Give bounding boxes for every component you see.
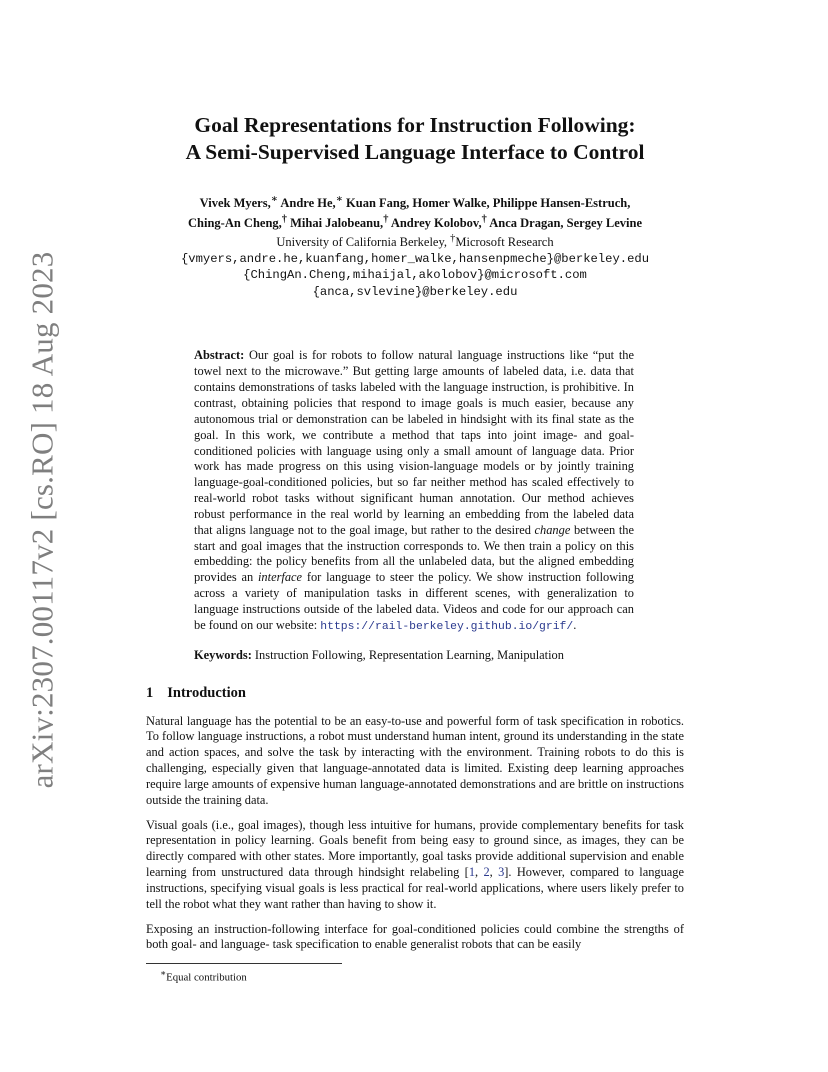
- email-line: {anca,svlevine}@berkeley.edu: [312, 284, 518, 299]
- keywords-label: Keywords:: [194, 647, 252, 662]
- author-names: Anca Dragan, Sergey Levine: [486, 215, 642, 230]
- keywords-list: Instruction Following, Representation Learning, Manipulation: [251, 647, 564, 662]
- author-name: Vivek Myers,: [199, 196, 271, 211]
- project-website-link[interactable]: https://rail-berkeley.github.io/grif/: [320, 620, 574, 633]
- title-line-2: A Semi-Supervised Language Interface to Control: [185, 140, 645, 164]
- body-paragraph: Visual goals (i.e., goal images), though less intuitive for humans, provide complementary benefits for task representation in policy learning. Goals benefit from being easy to ground since, as images, they can be directly compared with other states. More importantly, goal tasks provide additional supervision and enable learning from unstructured data through hindsight relabeling [1, 2, 3]. However, compared to language instructions, specifying visual goals is less practical for real-world applications, where users likely prefer to tell the robot what they want rather than having to show it.: [146, 817, 684, 911]
- emphasis-change: change: [534, 522, 571, 537]
- arxiv-id-text: arXiv:2307.00117v2 [cs.RO] 18 Aug 2023: [24, 251, 60, 789]
- emphasis-interface: interface: [257, 570, 303, 585]
- email-line: {vmyers,andre.he,kuanfang,homer_walke,hansenpmeche}@berkeley.edu: [180, 251, 650, 266]
- affiliation-mark: †: [383, 213, 389, 225]
- citation-link[interactable]: 2: [483, 865, 490, 880]
- affiliation-mark: †: [481, 213, 487, 225]
- footnote-text: Equal contribution: [166, 971, 247, 984]
- abstract-label: Abstract:: [194, 348, 245, 363]
- author-block: [146, 192, 684, 300]
- author-name: Mihai Jalobeanu,: [286, 215, 384, 230]
- title-line-1: Goal Representations for Instruction Following:: [194, 113, 636, 137]
- affiliation-mark: †: [281, 213, 287, 225]
- keywords: [194, 648, 634, 664]
- email-line: {ChingAn.Cheng,mihaijal,akolobov}@microsoft.com: [243, 268, 587, 283]
- section-number: 1: [146, 684, 154, 701]
- paper-title: [146, 112, 684, 166]
- footnote-divider: [146, 963, 342, 964]
- abstract: [194, 348, 634, 663]
- affiliation-microsoft: Microsoft Research: [455, 235, 554, 250]
- paper-page: [146, 112, 684, 962]
- footnote: [160, 966, 247, 985]
- affiliation-berkeley: University of California Berkeley,: [276, 235, 451, 250]
- author-line-1: [146, 192, 684, 212]
- affiliation-mark: †: [450, 233, 456, 245]
- footnote-mark: ∗: [160, 968, 167, 978]
- citation-link[interactable]: 1: [468, 865, 476, 880]
- equal-contribution-mark: ∗: [335, 194, 343, 205]
- citation-link[interactable]: 3: [498, 865, 505, 880]
- arxiv-identifier-stamp: [22, 251, 62, 789]
- affiliations: [146, 231, 684, 251]
- author-names: Kuan Fang, Homer Walke, Philippe Hansen-Estruch,: [342, 196, 631, 211]
- section-title: Introduction: [167, 684, 246, 701]
- abstract-paragraph: Abstract: Our goal is for robots to follow natural language instructions like “put the towel next to the microwave.” But getting large amounts of labeled data, i.e. data that contains demonstrations of tasks labeled with the language instruction, is prohibitive. In contrast, obtaining policies that respond to image goals is much easier, because any autonomous trial or demonstration can be labeled in hindsight with its final state as the goal. In this work, we contribute a method that taps into joint image- and goal- conditioned policies with language using only a small amount of language data. Prior work has made progress on this using vision-language models or by jointly training language-goal-conditioned policies, but so far neither method has scaled effectively to real-world robot tasks without significant human annotation. Our method achieves robust performance in the real world by learning an embedding from the labeled data that aligns language not to the goal image, but rather to the desired change between the start and goal images that the instruction corresponds to. We then train a policy on this embedding: the policy benefits from all the unlabeled data, but the aligned embedding provides an interface for language to steer the policy. We show instruction following across a variety of manipulation tasks in different scenes, with generalization to language instructions outside of the labeled data. Videos and code for our approach can be found on our website: https://rail-berkeley.github.io/grif/.: [194, 348, 634, 633]
- author-name: Andrey Kolobov,: [388, 215, 482, 230]
- equal-contribution-mark: ∗: [270, 194, 278, 205]
- body-paragraph: Exposing an instruction-following interface for goal-conditioned policies could combine the strengths of both goal- and language- task specification to enable generalist robots that can be easily: [146, 921, 684, 952]
- author-name: Andre He,: [277, 196, 336, 211]
- section-heading-introduction: [146, 684, 684, 702]
- body-paragraph: Natural language has the potential to be an easy-to-use and powerful form of task specification in robotics. To follow language instructions, a robot must understand human intent, ground its understanding in the state and action spaces, and solve the task by interacting with the environment. Training robots to do this is challenging, especially given that language-annotated data is limited. Existing deep learning approaches require large amounts of expensive human language-annotated demonstrations and are brittle on instructions outside the training data.: [146, 713, 684, 807]
- author-line-2: [146, 212, 684, 232]
- introduction-body: [146, 714, 684, 954]
- author-name: Ching-An Cheng,: [188, 215, 282, 230]
